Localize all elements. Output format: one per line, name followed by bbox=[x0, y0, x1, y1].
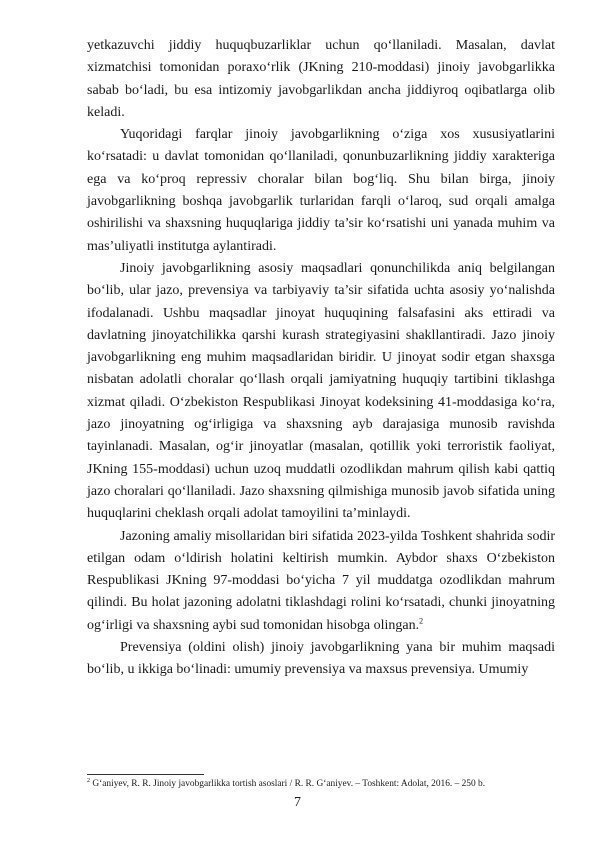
footnote-text: G‘aniyev, R. R. Jinoiy javobgarlikka tortish asoslari / R. R. G‘aniyev. – Toshkent: Adolat, 2016. – 250 b. bbox=[90, 779, 486, 789]
footnote-number: 2 bbox=[87, 777, 90, 784]
paragraph-3: Jinoiy javobgarlikning asosiy maqsadlari qonunchilikda aniq belgilangan bo‘lib, ular jazo, prevensiya va tarbiyaviy ta’sir sifatida uchta asosiy yo‘nalishda ifodalanadi. Ushbu maqsadlar jinoyat huquqining falsafasini aks ettiradi va davlatning jinoyatchilikka qarshi kurash strategiyasini shakllantiradi. Jazo jinoiy javobgarlikning eng muhim maqsadlaridan biridir. U jinoyat sodir etgan shaxsga nisbatan adolatli choralar qo‘llash orqali jamiyatning huquqiy tartibini tiklashga xizmat qiladi. O‘zbekiston Respublikasi Jinoyat kodeksining 41-moddasiga ko‘ra, jazo jinoyatning og‘irligiga va shaxsning ayb darajasiga munosib ravishda tayinlanadi. Masalan, og‘ir jinoyatlar (masalan, qotillik yoki terroristik faoliyat, JKning 155-moddasi) uchun uzoq muddatli ozodlikdan mahrum qilish kabi qattiq jazo choralari qo‘llaniladi. Jazo shaxsning qilmishiga munosib javob sifatida uning huquqlarini cheklash orqali adolat tamoyilini ta’minlaydi. bbox=[87, 260, 555, 522]
paragraph-4-text: Jazoning amaliy misollaridan biri sifatida 2023-yilda Toshkent shahrida sodir etilgan odam o‘ldirish holatini keltirish mumkin. Aybdor shaxs O‘zbekiston Respublikasi JKning 97-moddasi bo‘yicha 7 yil muddatga ozodlikdan mahrum qilindi. Bu holat jazoning adolatni tiklashdagi rolini ko‘rsatadi, chunki jinoyatning og‘irligi va shaxsning aybi sud tomonidan hisobga olingan. bbox=[87, 528, 555, 633]
footnote bbox=[87, 778, 555, 790]
paragraph-2: Yuqoridagi farqlar jinoiy javobgarlikning o‘ziga xos xususiyatlarini ko‘rsatadi: u davlat tomonidan qo‘llaniladi, qonunbuzarlikning jiddiy xarakteriga ega va ko‘proq repressiv choralar bilan bog‘liq. Shu bilan birga, jinoiy javobgarlikning boshqa javobgarlik turlaridan farqli o‘laroq, sud orqali amalga oshirilishi va shaxsning huquqlariga jiddiy ta’sir ko‘rsatishi uni yanada muhim va mas’uliyatli institutga aylantiradi. bbox=[87, 127, 555, 254]
paragraph-1: yetkazuvchi jiddiy huquqbuzarliklar uchun qo‘llaniladi. Masalan, davlat xizmatchisi tomonidan poraxo‘rlik (JKning 210-moddasi) jinoiy javobgarlikka sabab bo‘ladi, bu esa intizomiy javobgarlikdan ancha jiddiyroq oqibatlarga olib keladi. bbox=[87, 38, 555, 120]
footnote-reference[interactable]: 2 bbox=[419, 616, 424, 626]
paragraph-5: Prevensiya (oldini olish) jinoiy javobgarlikning yana bir muhim maqsadi bo‘lib, u ikkiga bo‘linadi: umumiy prevensiya va maxsus prevensiya. Umumiy bbox=[87, 640, 555, 678]
footnote-divider bbox=[87, 774, 204, 775]
paragraph-4 bbox=[87, 526, 555, 637]
body-text bbox=[87, 35, 555, 682]
page-number: 7 bbox=[294, 795, 301, 810]
